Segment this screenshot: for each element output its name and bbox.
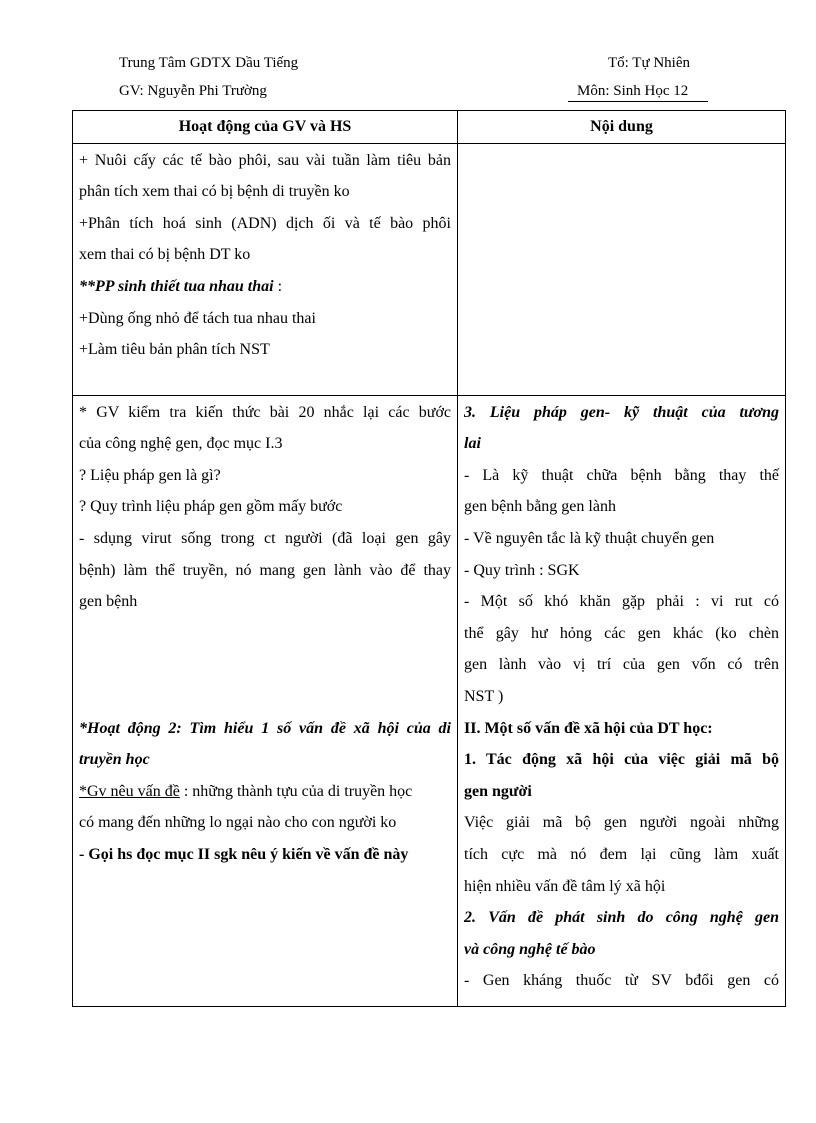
- table-header-row: [73, 111, 786, 144]
- text-line: xem thai có bị bệnh DT ko: [79, 246, 251, 264]
- col-activities-header: Hoạt động của GV và HS: [73, 111, 458, 144]
- text-line: - Một số khó khăn gặp phải : vi rut có: [464, 593, 779, 611]
- activity-2-heading: *Hoạt động 2: Tìm hiểu 1 số vấn đề xã hội của di: [79, 719, 451, 737]
- text-line: có mang đến những lo ngại nào cho con người ko: [79, 814, 397, 832]
- lesson-table: [72, 110, 786, 1007]
- text-line: - Về nguyên tắc là kỹ thuật chuyển gen: [464, 529, 715, 547]
- text-fragment: : những thành tựu của di truyền học: [179, 782, 413, 800]
- col-content-header: Nội dung: [458, 111, 786, 144]
- row2-activities-cell: [73, 395, 458, 1006]
- text-line: hiện nhiều vấn đề tâm lý xã hội: [464, 877, 666, 895]
- subsection-heading-cont: và công nghệ tế bào: [464, 940, 596, 958]
- text-line: tích cực mà nó đem lại cũng làm xuất: [464, 845, 779, 863]
- text-line: - Gen kháng thuốc từ SV bđổi gen có: [464, 972, 779, 990]
- text-line: ? Liệu pháp gen là gì?: [79, 466, 221, 484]
- text-line: phân tích xem thai có bị bệnh di truyền ko: [79, 183, 350, 201]
- text-line: gen bệnh: [79, 593, 138, 611]
- text-line: gen bệnh bằng gen lành: [464, 498, 616, 516]
- activity-2-heading-cont: truyền học: [79, 751, 150, 769]
- subsection-heading: 1. Tác động xã hội của việc giải mã bộ: [464, 751, 779, 769]
- text-line: Việc giải mã bộ gen người ngoài những: [464, 814, 779, 832]
- text-line: - Gọi hs đọc mục II sgk nêu ý kiến về vấn đề này: [79, 845, 409, 863]
- text-line: - Là kỹ thuật chữa bệnh bằng thay thế: [464, 466, 779, 484]
- text-line: +Dùng ống nhỏ để tách tua nhau thai: [79, 309, 316, 327]
- row2-content-cell: [458, 395, 786, 1006]
- subject-name: Môn: Sinh Học 12: [577, 83, 689, 99]
- text-line: ? Quy trình liệu pháp gen gồm mấy bước: [79, 498, 343, 516]
- text-line: NST ): [464, 687, 504, 705]
- blank-line: [79, 618, 451, 650]
- text-fragment: :: [273, 277, 283, 295]
- text-line: [79, 776, 451, 808]
- department-name: Tổ: Tự Nhiên: [608, 55, 691, 71]
- row1-content-cell: [458, 143, 786, 395]
- text-line: gen lành vào vị trí của gen vốn có trên: [464, 656, 779, 674]
- teacher-prompt-label: *Gv nêu vấn đề: [79, 782, 180, 800]
- blank-line: [79, 649, 451, 681]
- section-heading-cont: lai: [464, 435, 481, 453]
- subsection-heading: 2. Vấn đề phát sinh do công nghệ gen: [464, 909, 779, 927]
- blank-line: [79, 681, 451, 713]
- table-row: [73, 143, 786, 395]
- text-line: thể gây hư hỏng các gen khác (ko chèn: [464, 624, 779, 642]
- table-row: [73, 395, 786, 1006]
- method-heading: **PP sinh thiết tua nhau thai: [79, 277, 274, 295]
- text-line: của công nghệ gen, đọc mục I.3: [79, 435, 283, 453]
- school-name: Trung Tâm GDTX Dầu Tiếng: [119, 55, 299, 71]
- row1-activities-cell: [73, 143, 458, 395]
- teacher-name: GV: Nguyễn Phi Trường: [119, 83, 267, 99]
- section-heading: II. Một số vấn đề xã hội của DT học:: [464, 719, 713, 737]
- text-line: - Quy trình : SGK: [464, 561, 580, 579]
- text-line: bệnh) làm thể truyền, nó mang gen lành vào để thay: [79, 561, 451, 579]
- text-line: * GV kiểm tra kiến thức bài 20 nhắc lại các bước: [79, 403, 451, 421]
- text-line: +Làm tiêu bản phân tích NST: [79, 341, 270, 359]
- text-line: + Nuôi cấy các tế bào phôi, sau vài tuần làm tiêu bản: [79, 151, 451, 169]
- text-line: +Phân tích hoá sinh (ADN) dịch ối và tế bào phôi: [79, 214, 451, 232]
- text-line: - sdụng virut sống trong ct người (đã loại gen gây: [79, 529, 451, 547]
- text-line: [79, 271, 451, 303]
- subsection-heading-cont: gen người: [464, 782, 532, 800]
- header-underline: [568, 101, 708, 102]
- section-heading: 3. Liệu pháp gen- kỹ thuật của tương: [464, 403, 779, 421]
